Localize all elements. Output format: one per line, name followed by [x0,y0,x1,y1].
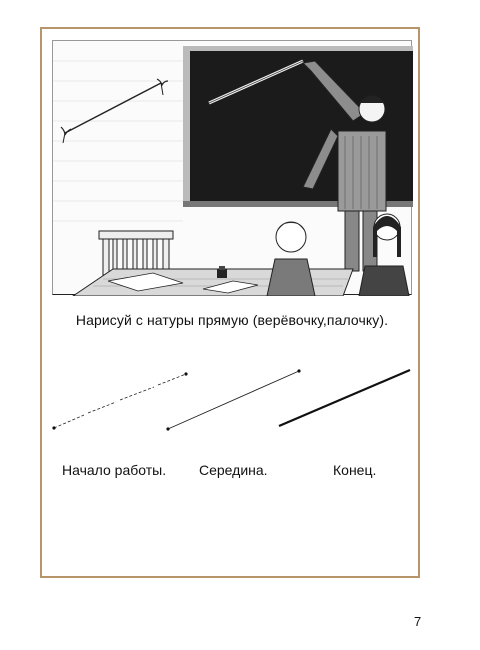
rope-on-wall [61,79,168,143]
page-number: 7 [414,614,422,629]
instruction-text: Нарисуй с натуры прямую (верёвочку,палочку). [75,312,389,328]
line-drawing-stages [44,360,424,450]
caption-start: Начало работы. [62,462,167,478]
caption-middle: Середина. [199,462,268,478]
classroom-illustration [52,40,412,295]
line-stage-middle [166,369,300,430]
line-stage-end [279,370,410,426]
wall-hatching [53,61,183,221]
inkwell-icon [217,266,227,278]
line-stage-start [52,372,187,429]
caption-end: Конец. [333,462,377,478]
classroom-drawing [53,41,413,296]
chair-icon [99,231,173,275]
